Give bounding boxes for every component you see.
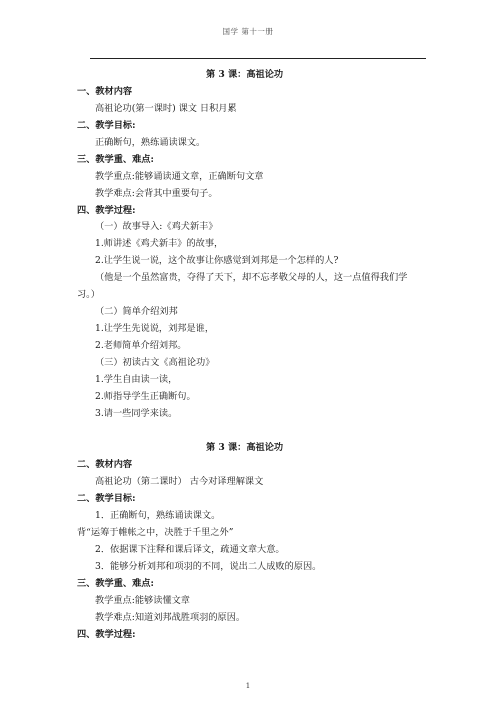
lesson2-section-process: 四、教学过程: (77, 629, 136, 640)
lesson2-section-goal: 二、教学目标: (77, 493, 136, 504)
lesson2-section-content: 二、教材内容 (77, 459, 133, 470)
lesson1-process-step: 1.让学生先说说，刘邦是谁， (95, 323, 215, 334)
lesson1-process-step: （二）简单介绍刘邦 (95, 306, 178, 317)
lesson2-difficult-point: 教学难点:知道刘邦战胜项羽的原因。 (95, 612, 246, 623)
lesson1-section-key: 三、教学重、难点: (77, 154, 154, 165)
lesson1-process-note: （他是一个虽然富贵，夺得了天下，却不忘孝敬父母的人，这一点值得我们学习。） (77, 272, 408, 300)
page-number: 1 (245, 682, 251, 690)
lesson1-process-step: 1.师讲述《鸡犬新丰》的故事， (95, 238, 224, 249)
page-header: 国学 第十一册 (222, 27, 274, 36)
lesson2-goal-item: 2．依据课下注释和课后译文，疏通文章大意。 (95, 544, 285, 555)
lesson1-process-step: （三）初读古文《高祖论功》 (95, 357, 215, 368)
lesson1-section-content: 一、教材内容 (77, 86, 133, 97)
lesson1-process-step: 2.师指导学生正确断句。 (95, 391, 196, 402)
lesson1-process-step: （一）故事导入:《鸡犬新丰》 (95, 221, 218, 232)
lesson1-key-point: 教学重点:能够诵读通文章，正确断句文章 (95, 171, 264, 182)
lesson1-goal-text: 正确断句，熟练诵读课文。 (95, 137, 206, 148)
lesson1-process-step: 3.请一些同学来读。 (95, 408, 178, 419)
lesson1-section-goal: 二、教学目标: (77, 120, 136, 131)
lesson1-title: 第 3 课：高祖论功 (206, 69, 284, 80)
lesson1-section-process: 四、教学过程: (77, 205, 136, 216)
lesson1-process-step: 2.老师简单介绍刘邦。 (95, 340, 187, 351)
lesson2-goal-item: 3．能够分析刘邦和项羽的不同，说出二人成败的原因。 (95, 561, 322, 572)
lesson1-content-text: 高祖论功(第一课时) 课文 日积月累 (95, 103, 237, 114)
lesson2-goal-item: 1．正确断句，熟练诵读课文。 (95, 510, 221, 521)
header-divider (90, 58, 426, 59)
lesson1-process-step: 1.学生自由读一读， (95, 374, 178, 385)
lesson2-key-point: 教学重点:能够读懂文章 (95, 595, 190, 606)
lesson1-difficult-point: 教学难点:会背其中重要句子。 (95, 188, 218, 199)
lesson1-process-step: 2.让学生说一说，这个故事让你感觉到刘邦是一个怎样的人? (95, 255, 339, 266)
lesson2-section-key: 三、教学重、难点: (77, 578, 154, 589)
lesson2-goal-item: 背“运筹于帷帐之中，决胜于千里之外” (77, 527, 234, 538)
lesson2-title: 第 3 课：高祖论功 (206, 442, 284, 453)
lesson2-content-text: 高祖论功（第二课时） 古今对译理解课文 (95, 476, 264, 487)
